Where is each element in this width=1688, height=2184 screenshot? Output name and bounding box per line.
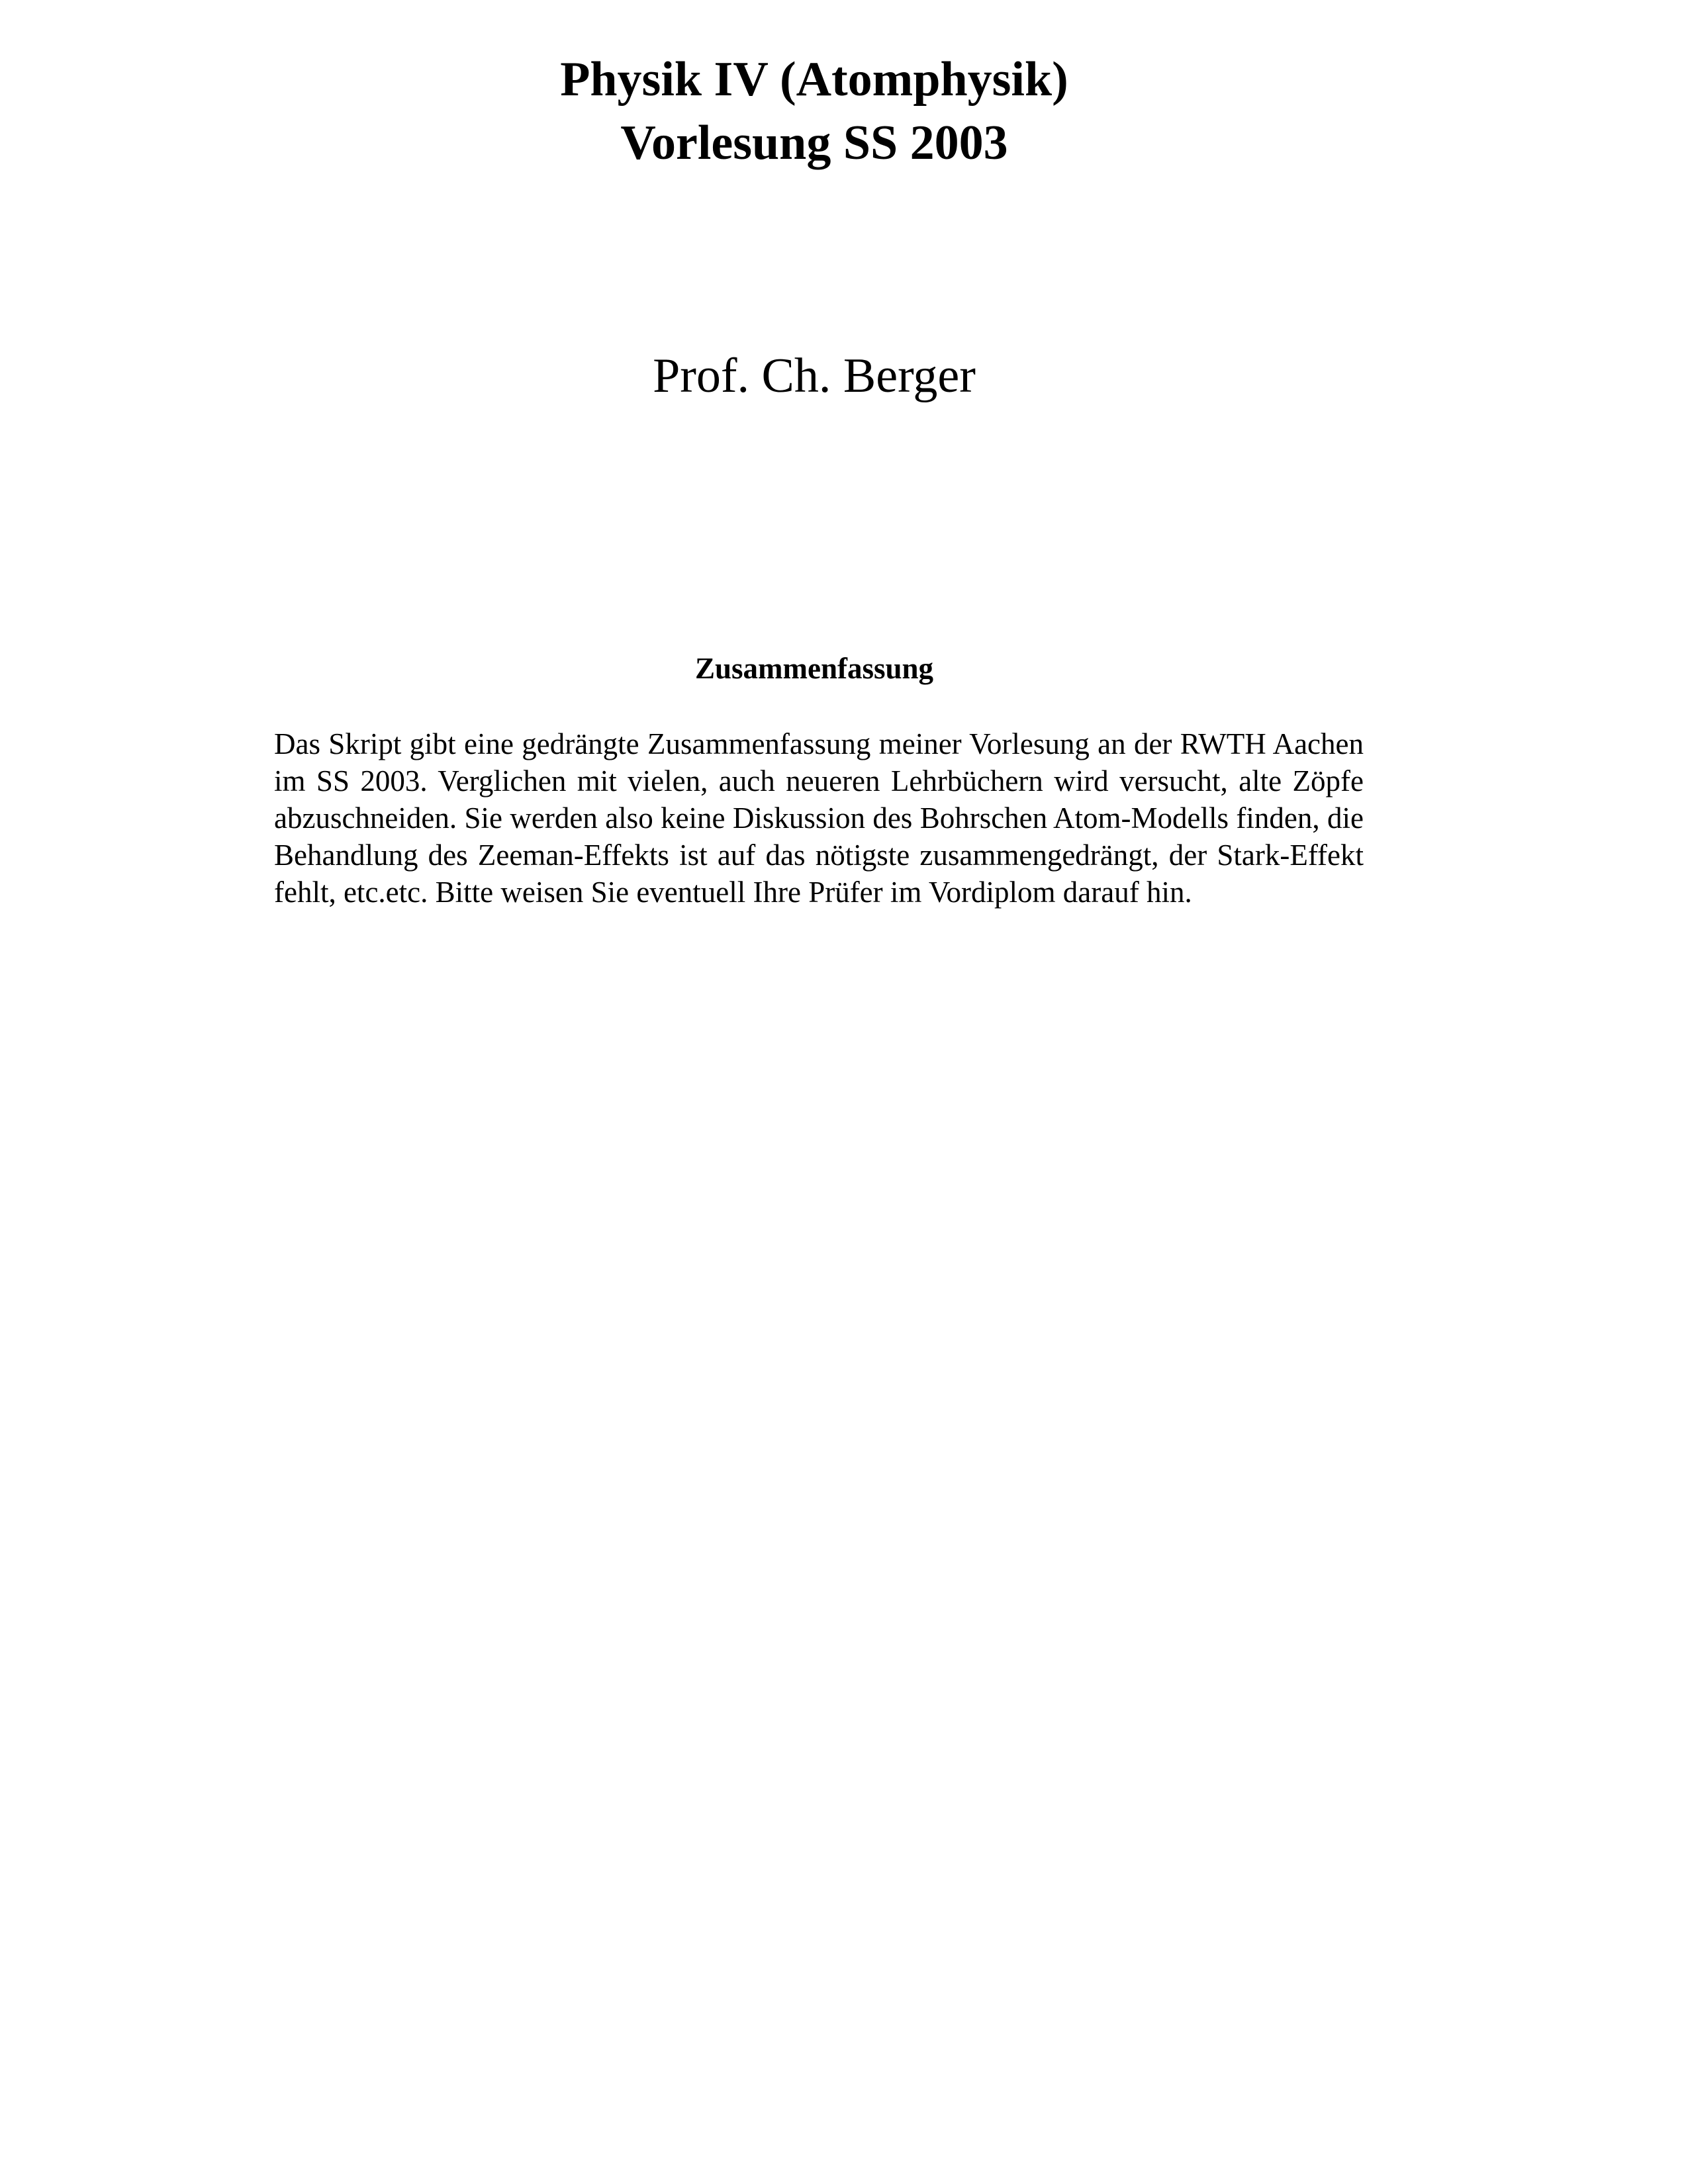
- abstract-text: [274, 725, 1364, 911]
- title-line-1: Physik IV (Atomphysik): [560, 52, 1068, 107]
- author-name: Prof. Ch. Berger: [653, 349, 976, 403]
- abstract-line-5: fehlt, etc.etc. Bitte weisen Sie eventuell Ihre Prüfer im Vordiplom darauf hin.: [274, 876, 1192, 909]
- abstract-line-4: Behandlung des Zeeman-Effekts ist auf das nötigste zusammengedrängt, der Stark-Effekt: [274, 839, 1364, 872]
- abstract-line-2: im SS 2003. Verglichen mit vielen, auch neueren Lehrbüchern wird versucht, alte Zöpfe: [274, 764, 1364, 797]
- document-title: [0, 48, 1628, 175]
- abstract-line-3: abzuschneiden. Sie werden also keine Diskussion des Bohrschen Atom-Modells finden, die: [274, 801, 1364, 835]
- title-line-2: Vorlesung SS 2003: [620, 116, 1008, 170]
- abstract-heading: Zusammenfassung: [694, 652, 934, 685]
- abstract-line-1: Das Skript gibt eine gedrängte Zusammenfassung meiner Vorlesung an der RWTH Aachen: [274, 727, 1364, 760]
